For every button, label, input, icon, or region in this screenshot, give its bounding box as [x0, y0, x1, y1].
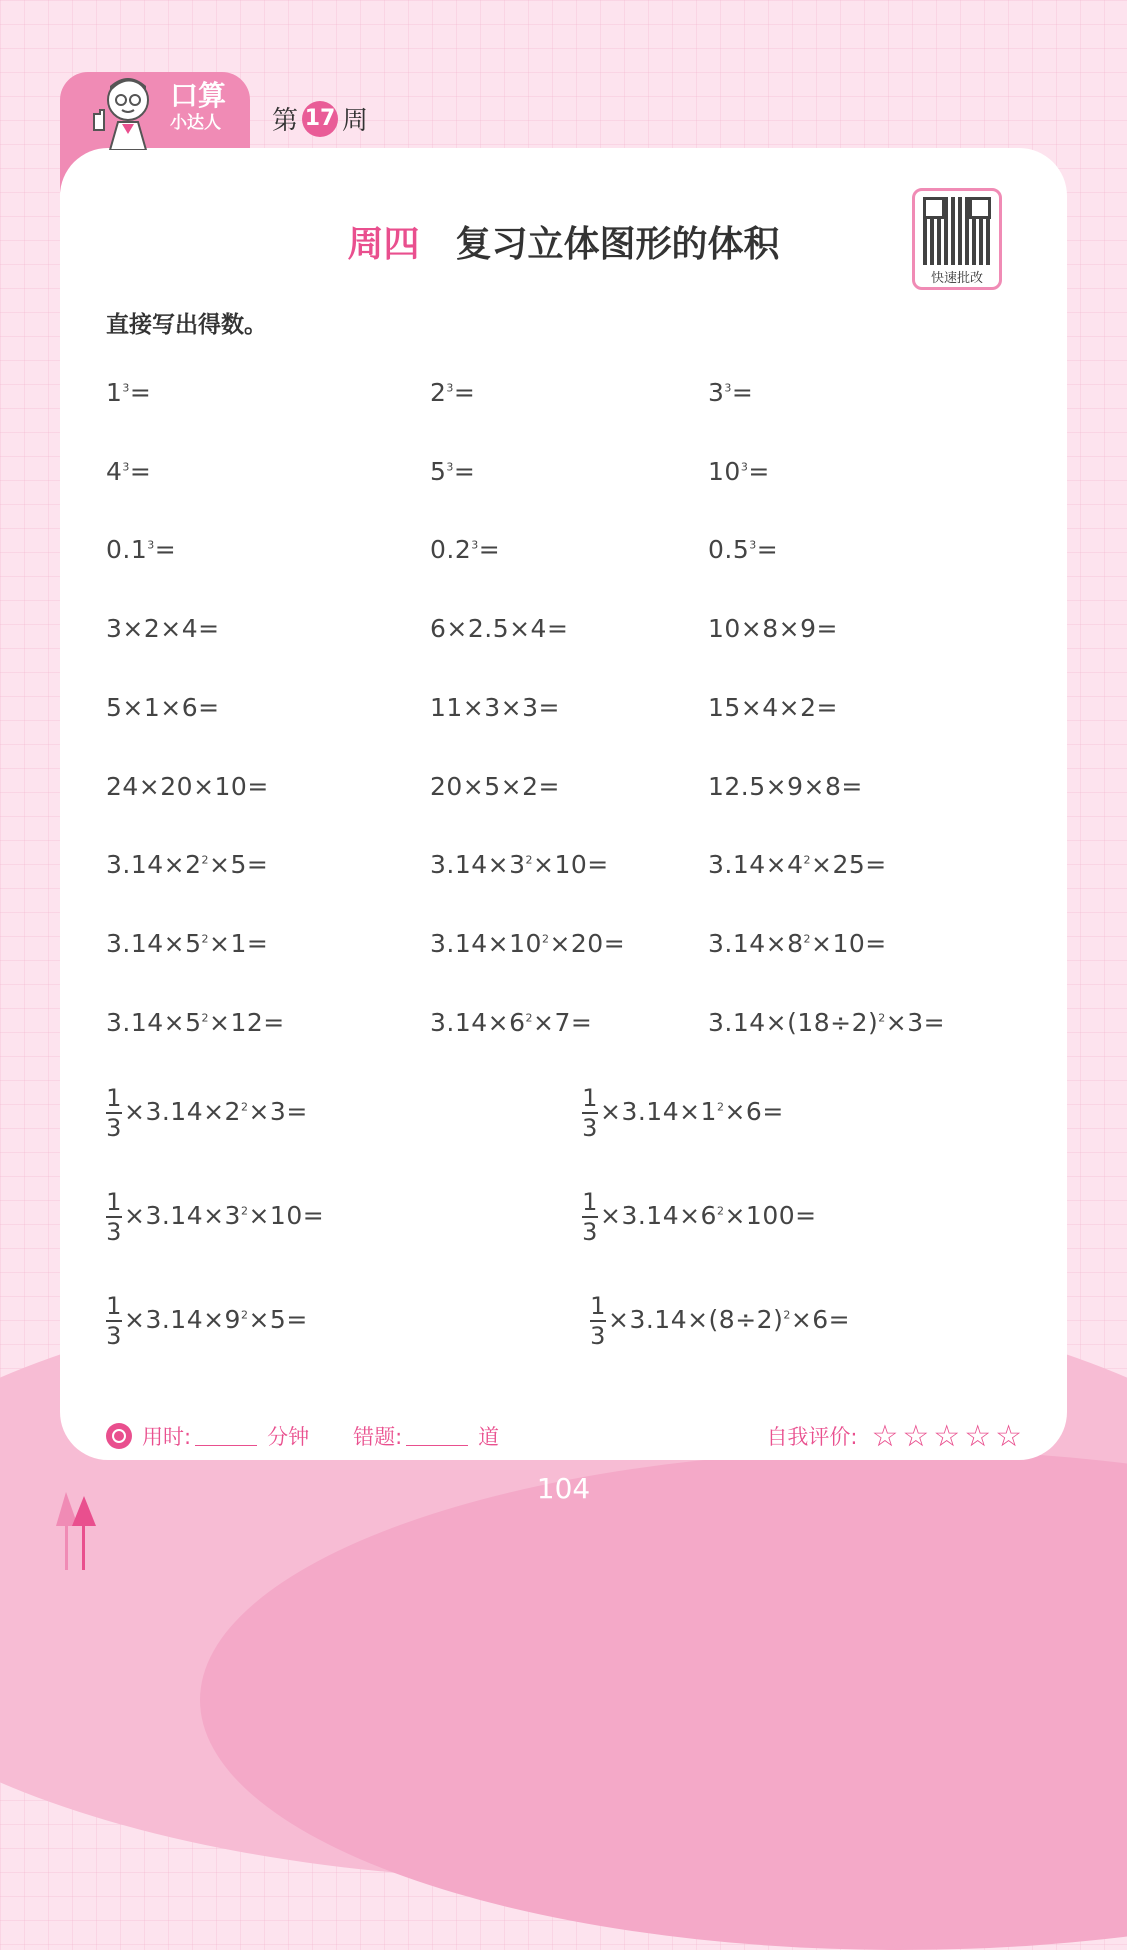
problem-base: 15×4×2= — [708, 692, 838, 722]
problem-exponent: 2 — [525, 853, 534, 867]
problem-base: 3.14×(18÷2) — [708, 1007, 879, 1037]
fraction — [582, 1086, 598, 1140]
errors-label: 错题: — [353, 1425, 403, 1449]
problem-item — [708, 457, 770, 486]
problem-base: 1 — [106, 378, 123, 407]
problem-item — [430, 929, 625, 958]
fraction-denominator: 3 — [106, 1322, 122, 1350]
problem-exponent: 2 — [803, 932, 812, 946]
problem-rest: ×10= — [533, 850, 609, 880]
problem-base: 20×5×2= — [430, 771, 560, 801]
problem-base: 3.14×2 — [106, 850, 202, 880]
problem-base: 3.14×8 — [708, 928, 804, 958]
problem-base: 4 — [106, 456, 123, 486]
fraction-denominator: 3 — [582, 1114, 598, 1142]
problem-base: ×3.14×9 — [124, 1305, 241, 1334]
fraction-numerator: 1 — [582, 1084, 598, 1112]
problem-rest: ×7= — [533, 1007, 593, 1037]
problem-exponent: 2 — [240, 1204, 249, 1218]
fraction-problem-item — [106, 1294, 308, 1348]
fraction-problem-item — [106, 1086, 308, 1140]
problem-exponent: 2 — [716, 1204, 725, 1218]
problem-item — [106, 850, 268, 879]
problem-item — [708, 614, 838, 643]
fraction — [582, 1190, 598, 1244]
problem-base: 0.5 — [708, 535, 750, 565]
problem-item — [430, 378, 475, 407]
self-evaluation — [766, 1419, 1026, 1454]
problem-exponent: 3 — [740, 460, 749, 474]
problem-exponent: 3 — [446, 381, 454, 395]
problem-base: ×3.14×2 — [124, 1097, 241, 1126]
problem-item — [106, 614, 220, 643]
problem-item — [708, 535, 778, 564]
problem-rest: ×3= — [885, 1007, 946, 1037]
badge-line1: 口算 — [170, 79, 227, 112]
fraction-numerator: 1 — [590, 1292, 606, 1320]
problem-base: 10 — [708, 456, 741, 486]
problem-base: 3.14×6 — [430, 1007, 526, 1037]
problem-base: ×3.14×3 — [124, 1201, 241, 1230]
problem-base: ×3.14×(8÷2) — [608, 1305, 784, 1334]
problem-exponent: 3 — [471, 539, 479, 553]
worksheet-card — [60, 148, 1067, 1460]
fraction — [590, 1294, 606, 1348]
time-unit: 分钟 — [267, 1425, 310, 1449]
problem-rest: ×12= — [209, 1007, 285, 1037]
problem-item — [430, 1008, 592, 1037]
problem-base: 3.14×5 — [106, 928, 202, 958]
page-number: 104 — [536, 1472, 591, 1505]
problem-item — [708, 850, 887, 879]
problem-rest: = — [453, 456, 476, 486]
week-label — [272, 100, 368, 137]
problem-item — [708, 772, 863, 801]
problem-exponent: 2 — [201, 932, 210, 946]
problem-base: 12.5×9×8= — [708, 771, 863, 801]
problem-base: 3.14×3 — [430, 850, 526, 880]
badge-line2: 小达人 — [170, 113, 221, 133]
mascot-icon — [80, 70, 160, 150]
title-topic: 复习立体图形的体积 — [455, 224, 780, 265]
fraction-denominator: 3 — [582, 1218, 598, 1246]
problem-rest: = — [129, 456, 152, 486]
problem-base: 6×2.5×4= — [430, 614, 569, 644]
fraction-denominator: 3 — [590, 1322, 606, 1350]
fraction — [106, 1086, 122, 1140]
fraction-denominator: 3 — [106, 1114, 122, 1142]
problem-item — [430, 535, 500, 564]
problem-base: 2 — [430, 378, 447, 407]
problem-rest: = — [129, 378, 152, 407]
errors-input[interactable] — [406, 1427, 468, 1446]
problem-item — [708, 1008, 945, 1037]
errors-unit: 道 — [478, 1425, 500, 1449]
problem-base: 3×2×4= — [106, 614, 220, 644]
problem-exponent: 2 — [541, 932, 550, 946]
problem-exponent: 3 — [749, 539, 757, 553]
problem-item — [708, 693, 838, 722]
problem-item — [106, 1008, 285, 1037]
problem-base: ×3.14×1 — [600, 1097, 717, 1126]
problem-item — [430, 850, 609, 879]
problem-base: 3 — [708, 378, 725, 407]
problem-item — [106, 457, 151, 486]
problem-item — [106, 535, 176, 564]
week-prefix: 第 — [272, 106, 299, 136]
fraction-numerator: 1 — [582, 1188, 598, 1216]
problem-rest: ×100= — [724, 1201, 817, 1230]
problem-base: 0.2 — [430, 535, 472, 565]
tree-icon — [56, 1492, 96, 1570]
week-suffix: 周 — [342, 106, 369, 136]
qr-label: 快速批改 — [930, 271, 983, 286]
problem-rest: = — [748, 456, 770, 486]
fraction-problem-item — [106, 1190, 324, 1244]
fraction-denominator: 3 — [106, 1218, 122, 1246]
problem-exponent: 3 — [122, 381, 130, 395]
problem-rest: = — [154, 535, 177, 565]
badge-title — [170, 79, 227, 133]
problem-rest: ×6= — [790, 1305, 851, 1334]
problem-item — [430, 693, 560, 722]
problem-base: 11×3×3= — [430, 692, 560, 722]
problem-base: 3.14×4 — [708, 850, 804, 880]
problem-base: 3.14×10 — [430, 928, 542, 958]
problem-exponent: 2 — [201, 1011, 210, 1025]
problem-exponent: 2 — [878, 1011, 886, 1025]
problem-rest: ×3= — [248, 1097, 308, 1126]
stopwatch-icon — [106, 1423, 132, 1449]
problem-exponent: 2 — [240, 1308, 249, 1322]
problem-exponent: 2 — [783, 1308, 791, 1322]
problem-exponent: 3 — [446, 460, 454, 474]
problem-exponent: 3 — [122, 460, 130, 474]
problem-rest: = — [478, 535, 501, 565]
time-label: 用时: — [142, 1425, 192, 1449]
problem-base: 3.14×5 — [106, 1007, 202, 1037]
problem-item — [106, 929, 268, 958]
fraction-problem-item — [582, 1086, 784, 1140]
instruction: 直接写出得数。 — [106, 312, 267, 338]
fraction-numerator: 1 — [106, 1188, 122, 1216]
problem-base: ×3.14×6 — [600, 1201, 717, 1230]
rating-stars[interactable]: ☆☆☆☆☆ — [871, 1418, 1026, 1454]
problem-rest: = — [731, 378, 754, 407]
problem-rest: ×6= — [724, 1097, 784, 1126]
problem-item — [106, 378, 151, 407]
problem-rest: = — [453, 378, 476, 407]
problem-item — [708, 929, 887, 958]
week-number-badge: 17 — [302, 101, 338, 137]
problem-base: 24×20×10= — [106, 771, 269, 801]
problem-exponent: 2 — [240, 1100, 249, 1114]
problem-rest: ×5= — [248, 1305, 308, 1334]
problem-exponent: 2 — [201, 853, 210, 867]
problem-rest: = — [756, 535, 779, 565]
fraction-numerator: 1 — [106, 1292, 122, 1320]
problem-rest: ×10= — [248, 1201, 325, 1230]
problem-rest: ×10= — [811, 928, 887, 958]
fraction — [106, 1294, 122, 1348]
fraction-problem-item — [582, 1190, 817, 1244]
problem-exponent: 2 — [716, 1100, 725, 1114]
self-eval-label: 自我评价: — [766, 1425, 858, 1449]
problem-rest: ×25= — [811, 850, 887, 880]
problem-rest: ×5= — [209, 850, 269, 880]
problem-exponent: 2 — [525, 1011, 534, 1025]
qr-code-button[interactable] — [912, 188, 1002, 290]
fraction-numerator: 1 — [106, 1084, 122, 1112]
problem-base: 5×1×6= — [106, 692, 220, 722]
problem-item — [430, 772, 560, 801]
footer — [106, 1416, 1026, 1456]
problem-base: 0.1 — [106, 535, 148, 565]
fraction-problem-item — [590, 1294, 850, 1348]
problem-exponent: 2 — [803, 853, 812, 867]
title-day: 周四 — [347, 224, 420, 265]
problem-base: 10×8×9= — [708, 614, 838, 644]
qr-code-icon — [923, 197, 991, 265]
problem-item — [106, 772, 269, 801]
problem-rest: ×20= — [549, 928, 626, 958]
time-input[interactable] — [195, 1427, 257, 1446]
problem-exponent: 3 — [147, 539, 155, 553]
problem-item — [430, 614, 568, 643]
problem-rest: ×1= — [209, 928, 269, 958]
problem-exponent: 3 — [724, 381, 732, 395]
fraction — [106, 1190, 122, 1244]
problem-item — [708, 378, 753, 407]
problem-item — [430, 457, 475, 486]
problem-base: 5 — [430, 456, 447, 486]
problem-item — [106, 693, 220, 722]
